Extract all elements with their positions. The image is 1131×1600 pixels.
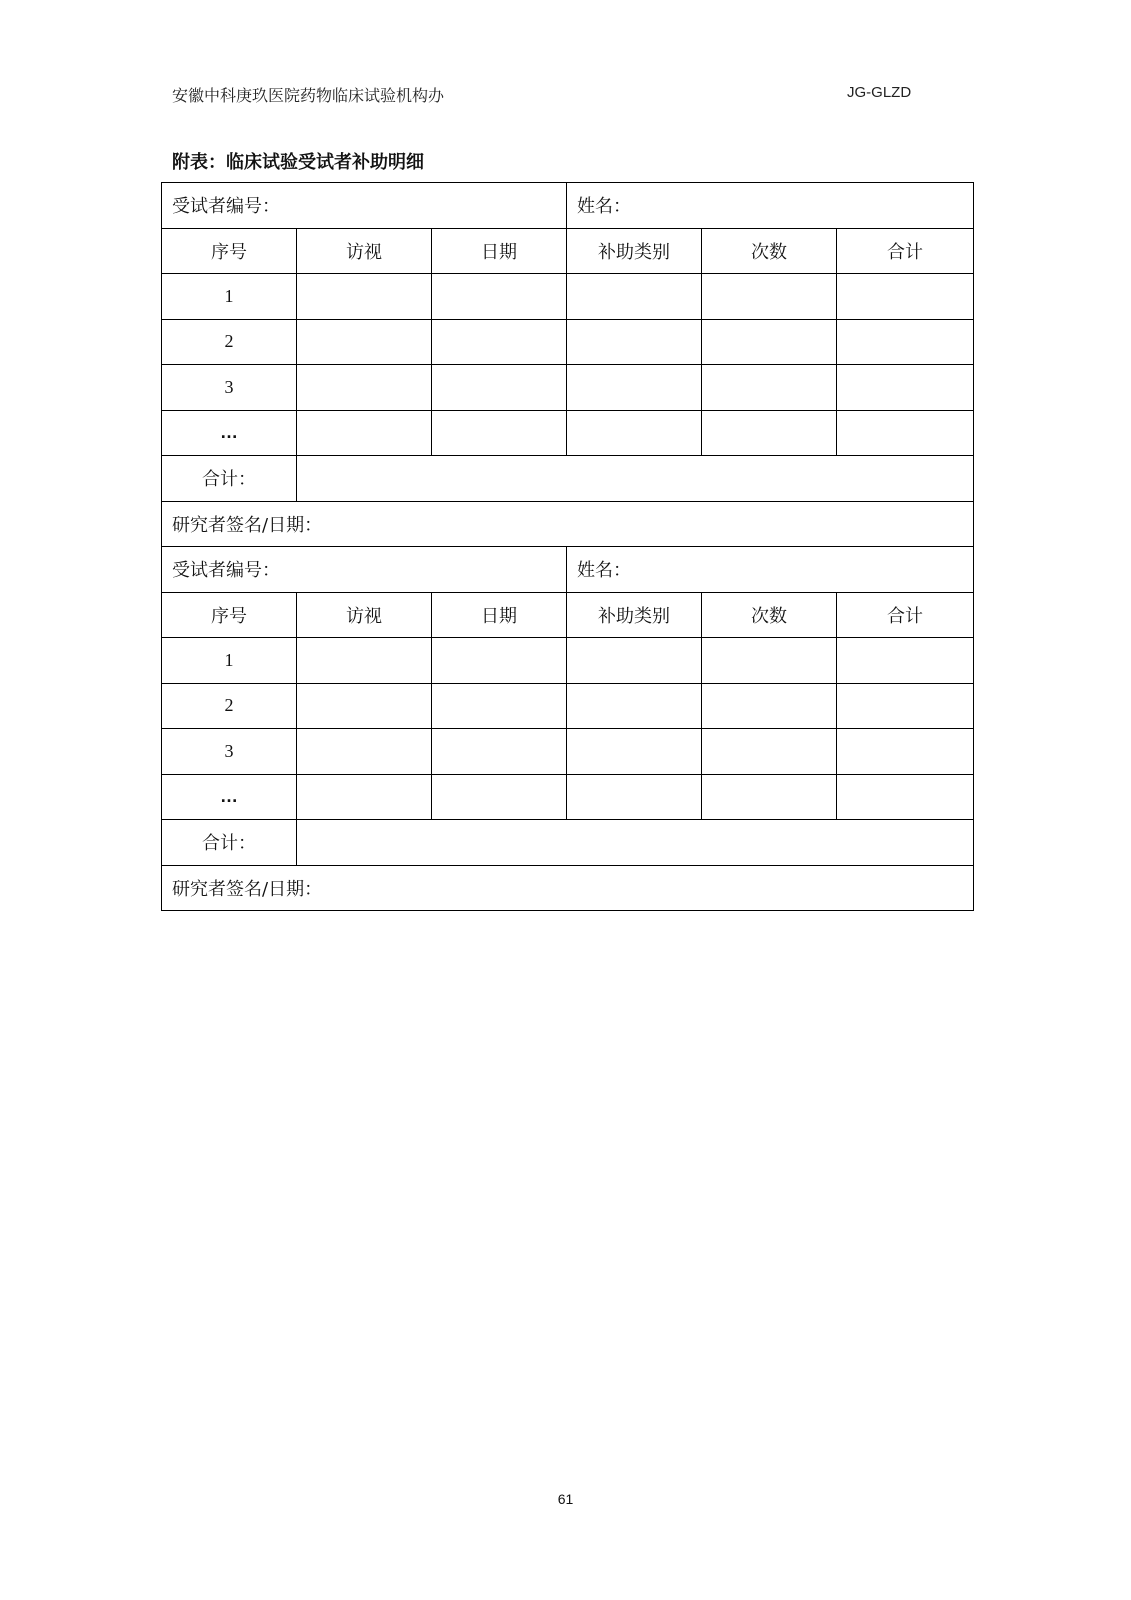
cell-count[interactable] <box>702 683 837 729</box>
table-row <box>162 729 974 775</box>
row-seq: 2 <box>162 319 297 365</box>
cell-visit[interactable] <box>297 683 432 729</box>
subject-name-field[interactable]: 姓名： <box>567 547 974 593</box>
total-value-field[interactable] <box>297 456 974 502</box>
cell-date[interactable] <box>432 410 567 456</box>
cell-total[interactable] <box>837 638 974 684</box>
cell-subsidy-type[interactable] <box>567 683 702 729</box>
cell-total[interactable] <box>837 365 974 411</box>
col-header-date: 日期 <box>432 228 567 274</box>
cell-count[interactable] <box>702 274 837 320</box>
table-row <box>162 683 974 729</box>
cell-total[interactable] <box>837 683 974 729</box>
cell-total[interactable] <box>837 410 974 456</box>
cell-count[interactable] <box>702 365 837 411</box>
subject-number-field[interactable]: 受试者编号： <box>162 547 567 593</box>
cell-visit[interactable] <box>297 319 432 365</box>
cell-date[interactable] <box>432 683 567 729</box>
cell-count[interactable] <box>702 410 837 456</box>
subject-name-field[interactable]: 姓名： <box>567 183 974 229</box>
table-row <box>162 410 974 456</box>
cell-total[interactable] <box>837 319 974 365</box>
column-header-row <box>162 592 974 638</box>
total-label: 合计： <box>162 820 297 866</box>
cell-date[interactable] <box>432 365 567 411</box>
total-row <box>162 456 974 502</box>
signature-row <box>162 501 974 547</box>
cell-subsidy-type[interactable] <box>567 319 702 365</box>
cell-visit[interactable] <box>297 729 432 775</box>
col-header-total: 合计 <box>837 228 974 274</box>
col-header-subsidy-type: 补助类别 <box>567 228 702 274</box>
cell-visit[interactable] <box>297 774 432 820</box>
col-header-subsidy-type: 补助类别 <box>567 592 702 638</box>
col-header-visit: 访视 <box>297 592 432 638</box>
signature-row <box>162 865 974 911</box>
page-number: 61 <box>557 1491 574 1507</box>
row-seq: 1 <box>162 274 297 320</box>
header-organization: 安徽中科庚玖医院药物临床试验机构办 <box>172 86 445 105</box>
row-seq: 1 <box>162 638 297 684</box>
total-row <box>162 820 974 866</box>
cell-date[interactable] <box>432 274 567 320</box>
col-header-visit: 访视 <box>297 228 432 274</box>
cell-total[interactable] <box>837 729 974 775</box>
table-row <box>162 365 974 411</box>
subsidy-detail-table <box>161 182 974 911</box>
cell-total[interactable] <box>837 274 974 320</box>
col-header-count: 次数 <box>702 592 837 638</box>
column-header-row <box>162 228 974 274</box>
cell-count[interactable] <box>702 319 837 365</box>
cell-subsidy-type[interactable] <box>567 274 702 320</box>
row-seq: 3 <box>162 729 297 775</box>
table-row <box>162 319 974 365</box>
cell-date[interactable] <box>432 638 567 684</box>
cell-visit[interactable] <box>297 365 432 411</box>
subject-info-row <box>162 547 974 593</box>
row-seq: 3 <box>162 365 297 411</box>
document-title: 附表：临床试验受试者补助明细 <box>172 152 424 173</box>
col-header-count: 次数 <box>702 228 837 274</box>
cell-date[interactable] <box>432 729 567 775</box>
row-seq: 2 <box>162 683 297 729</box>
investigator-signature-field[interactable]: 研究者签名/日期： <box>162 865 974 911</box>
investigator-signature-field[interactable]: 研究者签名/日期： <box>162 501 974 547</box>
subject-number-field[interactable]: 受试者编号： <box>162 183 567 229</box>
col-header-seq: 序号 <box>162 592 297 638</box>
cell-subsidy-type[interactable] <box>567 638 702 684</box>
col-header-date: 日期 <box>432 592 567 638</box>
row-seq-ellipsis: … <box>162 410 297 456</box>
cell-count[interactable] <box>702 638 837 684</box>
table-row <box>162 274 974 320</box>
cell-total[interactable] <box>837 774 974 820</box>
subject-info-row <box>162 183 974 229</box>
cell-subsidy-type[interactable] <box>567 410 702 456</box>
cell-visit[interactable] <box>297 410 432 456</box>
table-row <box>162 638 974 684</box>
cell-count[interactable] <box>702 774 837 820</box>
table-row <box>162 774 974 820</box>
total-label: 合计： <box>162 456 297 502</box>
cell-subsidy-type[interactable] <box>567 729 702 775</box>
cell-date[interactable] <box>432 774 567 820</box>
cell-visit[interactable] <box>297 638 432 684</box>
col-header-total: 合计 <box>837 592 974 638</box>
cell-subsidy-type[interactable] <box>567 365 702 411</box>
row-seq-ellipsis: … <box>162 774 297 820</box>
col-header-seq: 序号 <box>162 228 297 274</box>
header-document-code: JG-GLZD <box>847 84 912 101</box>
cell-date[interactable] <box>432 319 567 365</box>
total-value-field[interactable] <box>297 820 974 866</box>
cell-visit[interactable] <box>297 274 432 320</box>
cell-subsidy-type[interactable] <box>567 774 702 820</box>
cell-count[interactable] <box>702 729 837 775</box>
